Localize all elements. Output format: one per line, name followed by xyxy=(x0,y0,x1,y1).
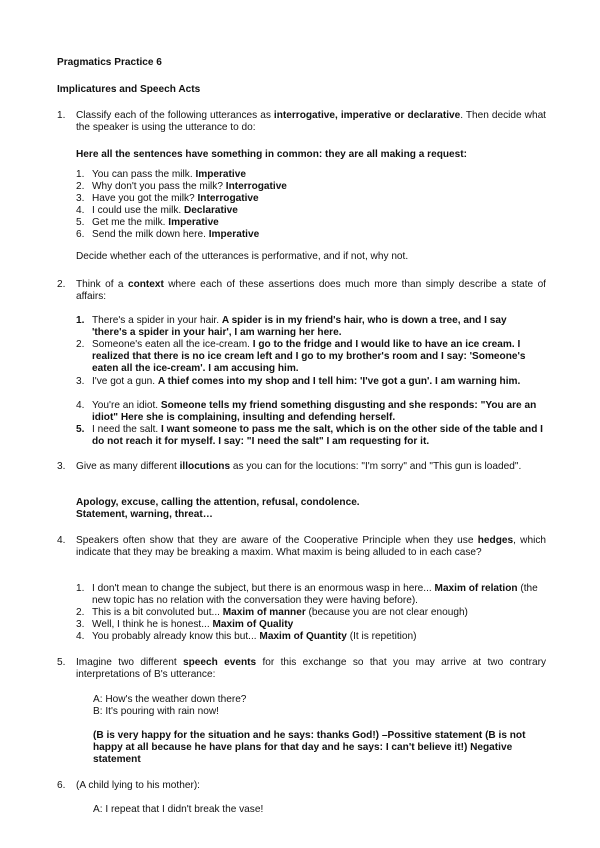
q4-item-3: 3. Well, I think he is honest... Maxim of Quality xyxy=(76,619,294,630)
q2-number: 2. xyxy=(57,279,66,290)
list-item: 2. Why don't you pass the milk? Interrogative xyxy=(76,181,287,192)
q6-line-a: A: I repeat that I didn't break the vase! xyxy=(93,804,264,815)
q2-item-2: 2. Someone's eaten all the ice-cream. I go to the fridge and I would like to have an ice cream. I realized that there is no ice cream left and I go to my brother's room and I say: 'Someone's eaten all the ice-cream'. I am accusing him. xyxy=(76,339,526,374)
q2-item-4: 4. You're an idiot. Someone tells my friend something disgusting and she responds: "You are an idiot" Here she is complaining, insulting and defending herself. xyxy=(76,400,537,423)
page-title: Pragmatics Practice 6 xyxy=(57,57,162,68)
list-item: 4. I could use the milk. Declarative xyxy=(76,205,238,216)
list-item: 6. Send the milk down here. Imperative xyxy=(76,229,260,240)
q2-prompt: Think of a context where each of these assertions does much more than simply describe a state of affairs: xyxy=(76,279,546,302)
q5-prompt: Imagine two different speech events for this exchange so that you may arrive at two contrary interpretations of B's utterance: xyxy=(76,657,546,680)
q2-item-1: 1. There's a spider in your hair. A spider is in my friend's hair, who is down a tree, and I say 'there's a spider in your hair', I am warning her here. xyxy=(76,315,507,338)
q5-number: 5. xyxy=(57,657,66,668)
q5-line-a: A: How's the weather down there? xyxy=(93,694,247,705)
page-subtitle: Implicatures and Speech Acts xyxy=(57,84,201,95)
q1-prompt: Classify each of the following utterances as interrogative, imperative or declarative. Then decide what the speaker is using the utterance to do: xyxy=(76,110,546,133)
q3-answer-1: Apology, excuse, calling the attention, refusal, condolence. xyxy=(76,497,360,508)
q2-item-5: 5. I need the salt. I want someone to pass me the salt, which is on the other side of the table and I do not reach it for myself. I say: "I need the salt" I am requesting for it. xyxy=(76,424,543,447)
q1-list xyxy=(76,169,287,241)
q4-item-4: 4. You probably already know this but... Maxim of Quantity (It is repetition) xyxy=(76,631,417,642)
q5-line-b: B: It's pouring with rain now! xyxy=(93,706,219,717)
list-item: 1. You can pass the milk. Imperative xyxy=(76,169,246,180)
q4-item-1: 1. I don't mean to change the subject, but there is an enormous wasp in here... Maxim of relation (the new topic has no relation with the conversation they were having before). xyxy=(76,583,538,606)
q4-number: 4. xyxy=(57,535,66,546)
q4-item-2: 2. This is a bit convoluted but... Maxim of manner (because you are not clear enough) xyxy=(76,607,468,618)
q6-number: 6. xyxy=(57,780,66,791)
list-item: 3. Have you got the milk? Interrogative xyxy=(76,193,259,204)
q2-item-3: 3. I've got a gun. A thief comes into my shop and I tell him: 'I've got a gun'. I am warning him. xyxy=(76,376,521,387)
q4-prompt: Speakers often show that they are aware of the Cooperative Principle when they use hedges, which indicate that they may be breaking a maxim. What maxim is being alluded to in each case? xyxy=(76,535,546,558)
q3-number: 3. xyxy=(57,461,66,472)
q1-common-answer: Here all the sentences have something in common: they are all making a request: xyxy=(76,149,467,160)
q6-intro: (A child lying to his mother): xyxy=(76,780,200,791)
q5-answer: (B is very happy for the situation and he says: thanks God!) –Possitive statement (B is not happy at all because he have plans for that day and he says: I can't believe it!) Negative statement xyxy=(93,730,526,765)
q1-number: 1. xyxy=(57,110,66,121)
q3-prompt: Give as many different illocutions as you can for the locutions: "I'm sorry" and "This gun is loaded". xyxy=(76,461,522,472)
q1-decide-text: Decide whether each of the utterances is performative, and if not, why not. xyxy=(76,251,409,262)
list-item: 5. Get me the milk. Imperative xyxy=(76,217,219,228)
q3-answer-2: Statement, warning, threat… xyxy=(76,509,213,520)
